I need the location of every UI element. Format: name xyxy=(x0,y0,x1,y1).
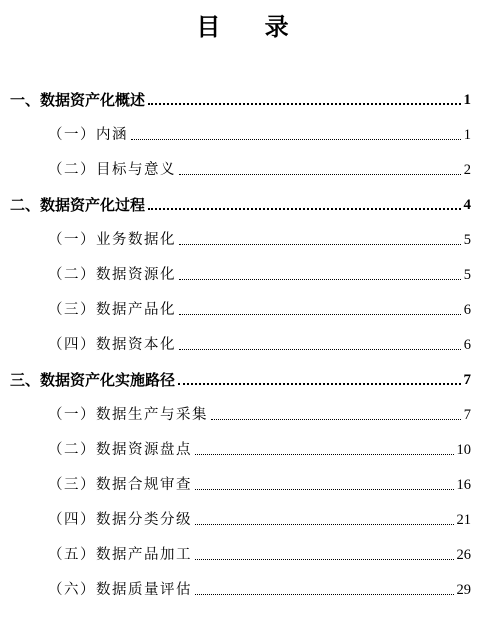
toc-entry-subsection[interactable] xyxy=(48,296,471,320)
toc-entry-subsection[interactable] xyxy=(48,226,471,250)
toc-entry-subsection[interactable] xyxy=(48,331,471,355)
toc-dot-leader xyxy=(179,313,461,315)
toc-page-number: 1 xyxy=(463,92,471,108)
toc-entry-label: （一）内涵 xyxy=(48,127,128,143)
toc-page-number: 6 xyxy=(463,302,471,318)
toc-dot-leader xyxy=(179,348,461,350)
toc-page-number: 7 xyxy=(463,407,471,423)
toc-entry-subsection[interactable] xyxy=(48,401,471,425)
toc-dot-leader xyxy=(179,173,461,175)
toc-entry-label: 三、数据资产化实施路径 xyxy=(10,371,176,389)
toc-entry-label: （六）数据质量评估 xyxy=(48,582,192,598)
toc-entry-subsection[interactable] xyxy=(48,471,471,495)
toc-dot-leader xyxy=(195,523,454,525)
toc-dot-leader xyxy=(178,382,460,385)
toc-page-number: 1 xyxy=(463,127,471,143)
toc-dot-leader xyxy=(148,102,460,105)
toc-dot-leader xyxy=(195,453,454,455)
toc-entry-label: （二）数据资源化 xyxy=(48,267,176,283)
toc-page-number: 2 xyxy=(463,162,471,178)
toc-entry-subsection[interactable] xyxy=(48,576,471,600)
toc-page-number: 21 xyxy=(456,512,471,528)
toc-entry-section-3[interactable] xyxy=(10,366,471,390)
toc-entry-subsection[interactable] xyxy=(48,436,471,460)
toc-dot-leader xyxy=(148,207,460,210)
toc-dot-leader xyxy=(179,243,461,245)
toc-entry-label: （一）数据生产与采集 xyxy=(48,407,208,423)
toc-page-number: 26 xyxy=(456,547,471,563)
toc-dot-leader xyxy=(131,138,461,140)
toc-entry-section-2[interactable] xyxy=(10,191,471,215)
toc-page-number: 16 xyxy=(456,477,471,493)
toc-entry-label: 一、数据资产化概述 xyxy=(10,91,146,109)
page-title: 目 录 xyxy=(196,12,307,41)
toc-dot-leader xyxy=(195,558,454,560)
toc-entry-label: （五）数据产品加工 xyxy=(48,547,192,563)
toc-entry-label: （四）数据分类分级 xyxy=(48,512,192,528)
toc-entry-label: 二、数据资产化过程 xyxy=(10,196,146,214)
toc-page-number: 5 xyxy=(463,232,471,248)
toc-entry-subsection[interactable] xyxy=(48,541,471,565)
toc-page-number: 10 xyxy=(456,442,471,458)
toc-page-number: 6 xyxy=(463,337,471,353)
toc-dot-leader xyxy=(195,593,454,595)
toc-page-number: 7 xyxy=(463,372,471,388)
toc-entry-label: （三）数据合规审查 xyxy=(48,477,192,493)
toc-entry-section-1[interactable] xyxy=(10,86,471,110)
toc-entry-subsection[interactable] xyxy=(48,506,471,530)
toc-entry-subsection[interactable] xyxy=(48,121,471,145)
toc-dot-leader xyxy=(179,278,461,280)
toc-dot-leader xyxy=(195,488,454,490)
toc-entry-subsection[interactable] xyxy=(48,156,471,180)
toc-entry-subsection[interactable] xyxy=(48,261,471,285)
toc-entry-label: （二）目标与意义 xyxy=(48,162,176,178)
toc-entry-label: （一）业务数据化 xyxy=(48,232,176,248)
toc-page-number: 4 xyxy=(463,197,471,213)
toc-page-number: 5 xyxy=(463,267,471,283)
toc-entry-label: （三）数据产品化 xyxy=(48,302,176,318)
toc-dot-leader xyxy=(211,418,461,420)
toc-entry-label: （四）数据资本化 xyxy=(48,337,176,353)
toc-page-number: 29 xyxy=(456,582,471,598)
toc-entry-label: （二）数据资源盘点 xyxy=(48,442,192,458)
